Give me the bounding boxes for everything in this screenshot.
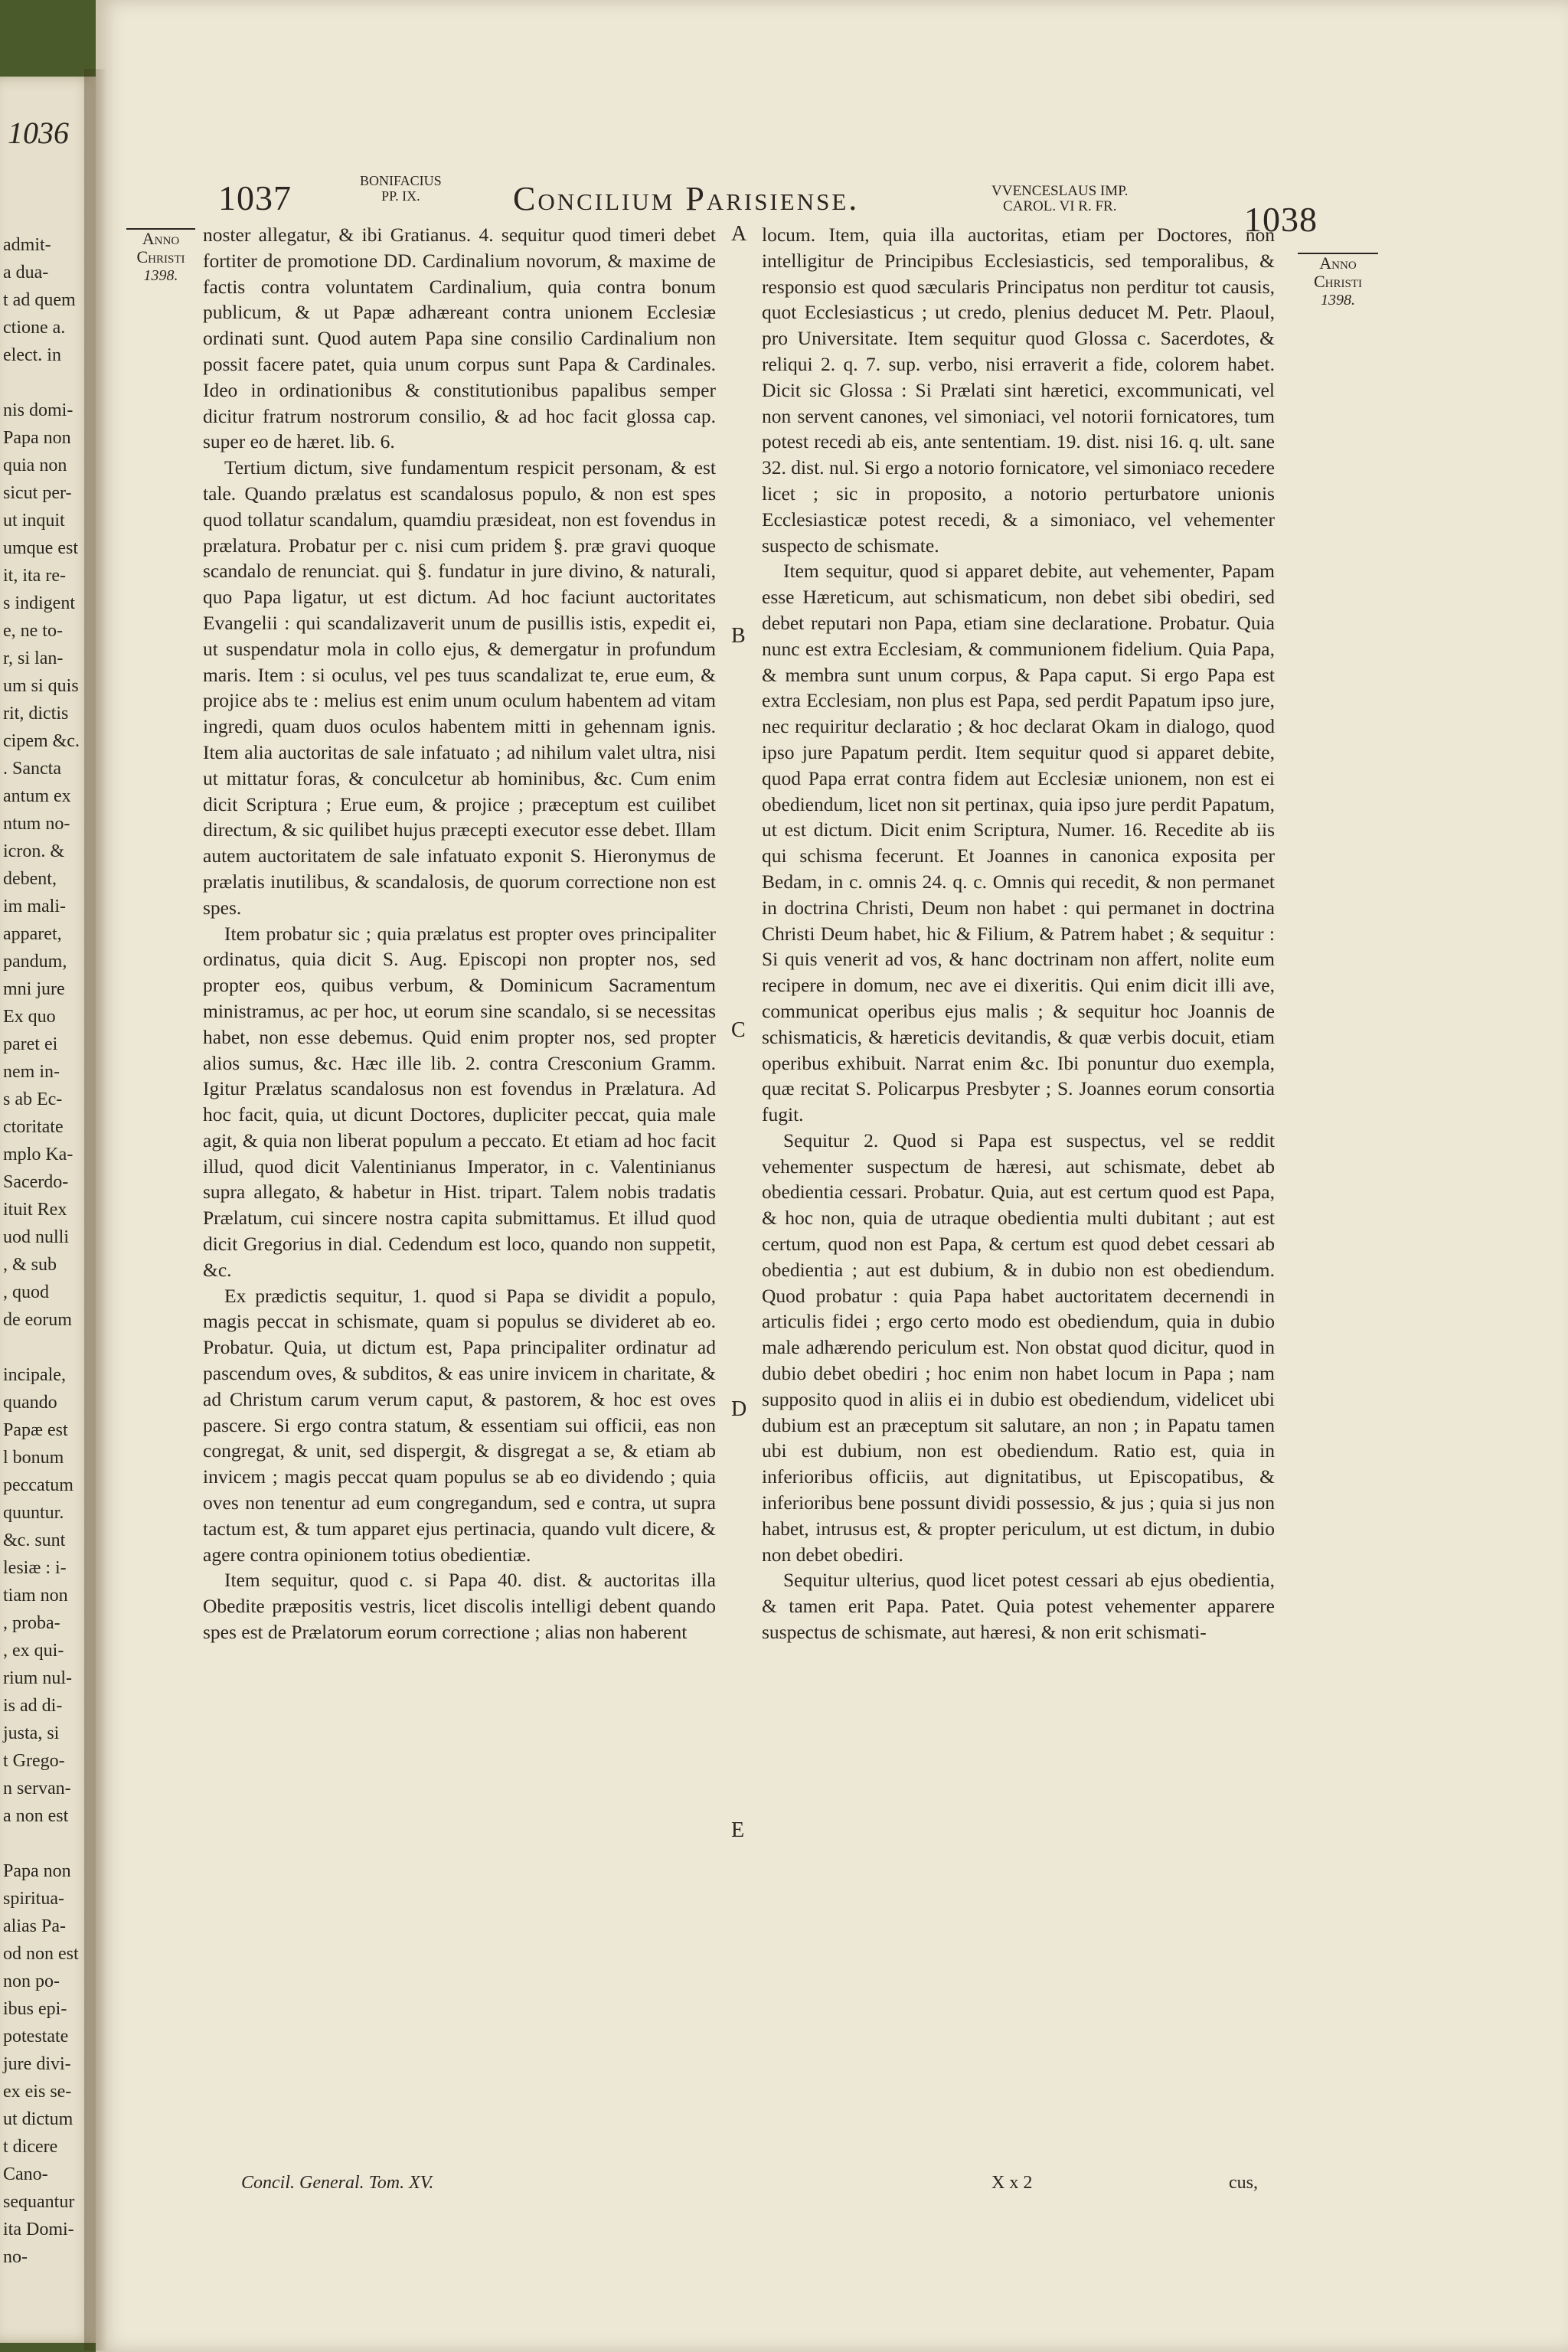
previous-page-line: e, ne to- [3, 621, 63, 641]
binding-shadow [84, 69, 107, 2350]
previous-page-line: ctoritate [3, 1117, 64, 1137]
previous-page-line: od non est [3, 1944, 79, 1964]
previous-page-line: n servan- [3, 1779, 71, 1798]
previous-page-line: lesiæ : i- [3, 1558, 67, 1578]
previous-page-line: , ex qui- [3, 1641, 64, 1661]
previous-page-line: non po- [3, 1971, 60, 1991]
previous-page-line: no- [3, 2247, 28, 2267]
previous-page-line: quando [3, 1393, 57, 1413]
previous-page-line: Papa non [3, 1861, 71, 1881]
previous-page-line: pandum, [3, 952, 67, 972]
previous-page-line: jure divi- [3, 2054, 71, 2074]
previous-page-line: Sacerdo- [3, 1172, 69, 1192]
previous-page-line: ntum no- [3, 814, 70, 834]
previous-page-line: icron. & [3, 841, 64, 861]
paragraph: noster allegatur, & ibi Gratianus. 4. sequitur quod timeri debet fortiter de promotione DD. Cardinalium novorum, & maxime de factis contra voluntatem Cardinalium, quia contra bonum publicum, & ut Papæ adhæreant contra unionem Ecclesiæ ordinati sunt. Quod autem Papa sine consilio Cardinalium non possit facere patet, quia unum corpus sunt Papa & Cardinales. Ideo in ordinationibus & constitutionibus papalibus semper dicitur fratrum nostrorum consilio, & ad hoc facit glossa cap. super eo de hæret. lib. 6. [203, 224, 716, 453]
previous-page-line: tiam non [3, 1586, 68, 1606]
paragraph: Tertium dictum, sive fundamentum respicit personam, & est tale. Quando prælatus est scandalosus populo, & non est spes quod tollatur scandalum, quamdiu præsideat, non est fovendus in prælatura. Probatur per c. nisi cum pridem §. præ gravi quoque scandalo de renunciat. qui §. fundatur in jure divino, & naturali, quo Papa ligatur, ut est dictum. Ad hoc faciunt auctoritates Evangelii : qui scandalizaverit unum de pusillis istis, expedit ei, ut suspendatur mola in collo ejus, & demergatur in profundum maris. Item : si oculus, vel pes tuus scandalizat te, erue eum, & projice abs te : melius est enim unum oculum habentem ad vitam ingredi, quam duos oculos habentem mitti in gehennam ignis. Item alia auctoritas de sale infatuato ; ad nihilum valet ultra, nisi ut mittatur foras, & conculcetur ab hominibus, &c. Cum enim dicit Scriptura ; Erue eum, & projice ; præceptum est cuilibet directum, & sic quilibet hujus præcepti executor esse debet. Illam autem auctoritatem de sale infatuato exponit S. Hieronymus de prælatis inutilibus, & scandalosis, de quorum correctione non est spes. [203, 456, 716, 919]
margin-marker-e: E [731, 1818, 745, 1842]
previous-page-line: de eorum [3, 1310, 72, 1330]
previous-page-line: &c. sunt [3, 1530, 66, 1550]
previous-page-line: r, si lan- [3, 648, 64, 668]
previous-page-line: paret ei [3, 1034, 58, 1054]
previous-page-line: nem in- [3, 1062, 60, 1082]
previous-page-line: nis domi- [3, 400, 74, 420]
previous-page-line: cipem &c. [3, 731, 80, 751]
anno-year: 1398. [1321, 292, 1355, 309]
page-number-right: 1038 [1244, 200, 1318, 239]
anno-christi-right [1298, 253, 1378, 309]
previous-page-line: it, ita re- [3, 566, 66, 586]
previous-page-line: elect. in [3, 345, 61, 365]
previous-page-line: . Sancta [3, 759, 61, 779]
previous-page-line: ut inquit [3, 511, 65, 531]
previous-page-line: Cano- [3, 2164, 48, 2184]
anno-label: Anno [1298, 253, 1378, 273]
previous-page-line: sequantur [3, 2192, 75, 2212]
previous-page-line: is ad di- [3, 1696, 63, 1716]
previous-page-line: spiritua- [3, 1889, 64, 1909]
anno-label: Anno [126, 228, 195, 248]
previous-page-line: justa, si [3, 1723, 60, 1743]
anno-christi-left [126, 228, 195, 285]
previous-page-line: t ad quem [3, 290, 76, 310]
previous-page-line: apparet, [3, 924, 62, 944]
previous-page-line: l bonum [3, 1448, 64, 1468]
right-heading-line1: VVENCESLAUS IMP. [991, 183, 1129, 199]
footer-volume: Concil. General. Tom. XV. [241, 2173, 434, 2193]
right-heading-line2: CAROL. VI R. FR. [1002, 198, 1117, 214]
right-heading [991, 184, 1128, 214]
previous-page-line: , proba- [3, 1613, 60, 1633]
paragraph: Item sequitur, quod si apparet debite, aut vehementer, Papam esse Hæreticum, aut schismaticum, non debet sibi obediri, sed debet reputari non Papa, etiam sine declaratione. Probatur. Quia nunc est extra Ecclesiam, & communionem fidelium. Quia Papa, & membra sunt unum corpus, & Papa caput. Si ergo Papa est extra Ecclesiam, non plus est Papa, sed perdit Papatum ipso jure, nec requiritur declaratio ; & hoc declarat Okam in dialogo, quod ipso jure Papatum perdit. Item sequitur quod si apparet debite, quod Papa errat contra fidem aut Ecclesiæ unionem, non est ei obediendum, licet non sit pertinax, quia ipso jure perdit Papatum, ut est dictum. Dicit enim Scriptura, Numer. 16. Recedite ab iis qui schisma fecerunt. Et Joannes in canonica exposita per Bedam, in c. omnis 24. q. c. Omnis qui recedit, & non permanet in doctrina Christi, Deum non habet : qui permanet in doctrina Christi Deum habet, hic & Filium, & Patrem habet ; & sequitur : Si quis venerit ad vos, & hanc doctrinam non affert, nolite eum recipere in domum, nec ave ei dixeritis. Qui enim dicit illi ave, communicat operibus ejus malis ; & sequitur hoc Joannis de schismaticis, & hæreticis devitandis, & quæ verbis docuit, etiam operibus exhibuit. Narrat enim &c. Ibi ponuntur duo exempla, quæ recitat S. Policarpus Presbyter ; S. Joannes eorum consortia fugit. [762, 560, 1275, 1126]
previous-page-line: quia non [3, 456, 67, 475]
previous-page-line: umque est [3, 538, 78, 558]
page-number-left: 1037 [218, 178, 292, 217]
paragraph: locum. Item, quia illa auctoritas, etiam per Doctores, non intelligitur de Principibus Ecclesiasticis, sed temporalibus, & responsio est quod sæcularis Principatus non perditur tot causis, quot Ecclesiasticus ; ut credo, plenius deducet M. Petr. Plaoul, pro Universitate. Item sequitur quod Glossa c. Sacerdotes, & reliqui 2. q. 7. sup. verbo, nisi erraverit a fide, colorem habet. Dicit sic Glossa : Si Prælati sint hæretici, excommunicati, vel non servent canones, vel simoniaci, vel notorii fornicatores, tum potest recedi ab eis, ante sententiam. 19. dist. nisi 16. q. ult. sane 32. dist. nul. Si ergo a notorio fornicatore, vel simoniaco recedere licet ; sic in proposito, a notorio perturbatore unionis Ecclesiasticæ potest recedi, & a simoniaco, vel vehementer suspecto de schismate. [762, 224, 1275, 557]
previous-page-line: mplo Ka- [3, 1145, 74, 1165]
previous-page-number: 1036 [8, 116, 69, 150]
previous-page-line: a non est [3, 1806, 69, 1826]
previous-page-line: ita Domi- [3, 2220, 74, 2239]
right-text-column [762, 222, 1275, 1645]
left-heading-line2: PP. IX. [381, 188, 420, 204]
left-text-column [203, 222, 716, 1645]
previous-page-line: uod nulli [3, 1227, 70, 1247]
footer-catchword: cus, [1229, 2173, 1258, 2193]
left-heading [360, 173, 442, 204]
christi-label: Christi [136, 247, 185, 266]
previous-page-line: peccatum [3, 1475, 74, 1495]
previous-page-line: ctione a. [3, 318, 66, 338]
previous-page-line: potestate [3, 2027, 69, 2047]
paragraph: Item sequitur, quod c. si Papa 40. dist. & auctoritas illa Obedite præpositis vestris, licet discolis intelligi debent quando spes est de Prælatorum eorum correctione ; alias non haberent [203, 1569, 716, 1644]
previous-page-line: ex eis se- [3, 2082, 72, 2102]
previous-page-line: ituit Rex [3, 1200, 67, 1220]
previous-page-line: alias Pa- [3, 1916, 66, 1936]
previous-page-line: s ab Ec- [3, 1089, 63, 1109]
previous-page-line: rit, dictis [3, 704, 69, 724]
margin-marker-d: D [731, 1397, 747, 1421]
previous-page-line: t dicere [3, 2137, 58, 2157]
page-title: Concilium Parisiense. [513, 180, 860, 217]
paragraph: Ex prædictis sequitur, 1. quod si Papa se dividit a populo, magis peccat in schismate, quam si populus se divideret ab eo. Probatur. Quia, ut dictum est, Papa principaliter ordinatur ad pascendum oves, & subditos, & eas unire invicem in charitate, & ad Christum carum verum caput, & pastorem, & hoc est oves pascere. Si ergo contra statum, & essentiam sui officii, eas non congregat, & unit, sed dispergit, & disgregat a se, & etiam ab invicem ; magis peccat quam populus se ab eo dividendo ; quia oves non tenentur ad eum congregandum, sed e contra, ut supra tactum est, & tum apparet ejus pertinacia, quando vult dicere, & agere contra opinionem totius obedientiæ. [203, 1284, 716, 1566]
paragraph: Item probatur sic ; quia prælatus est propter oves principaliter ordinatus, quia dicit S. Aug. Episcopi non propter nos, sed propter eos, quibus verbum, & Dominicum Sacramentum ministramus, ac per hoc, ut eorum sine scandalo, si se necessitas habet, non esse debemus. Quid enim propter nos, sed propter alios sumus, &c. Hæc ille lib. 2. contra Cresconium Gramm. Igitur Prælatus scandalosus non est fovendus in Prælatura. Ad hoc facit, quia, ut dicunt Doctores, dupliciter peccat, quia male agit, & quia non liberat populum a peccato. Et etiam ad hoc facit illud, quod dicit Valentinianus Imperator, in c. Valentinianus supra allegato, & habetur in Hist. tripart. Talem nobis tradatis Prælatum, cui sincere nostra capita submittamus. Et illud quod dicit Gregorius in dial. Cedendum est loco, quando non suppetit, &c. [203, 922, 716, 1281]
previous-page-line: admit- [3, 235, 51, 255]
anno-year: 1398. [143, 267, 178, 284]
previous-page-line: sicut per- [3, 483, 72, 503]
paragraph: Sequitur ulterius, quod licet potest cessari ab ejus obedientia, & tamen erit Papa. Patet. Quia potest vehementer apparere suspectus de schismate, aut hæresi, & non erit schismati- [762, 1569, 1275, 1644]
previous-page-line: rium nul- [3, 1668, 72, 1688]
document-page [96, 0, 1568, 2352]
previous-page-line: a dua- [3, 263, 49, 283]
previous-page-line: , & sub [3, 1255, 57, 1275]
previous-page-edge [0, 77, 96, 2343]
previous-page-line: s indigent [3, 593, 75, 613]
previous-page-line: ut dictum [3, 2109, 74, 2129]
previous-page-line: ibus epi- [3, 1999, 67, 2019]
previous-page-line: Papa non [3, 428, 71, 448]
paragraph: Sequitur 2. Quod si Papa est suspectus, vel se reddit vehementer suspectum de hæresi, aut schismate, debet ab obedientia cessari. Probatur. Quia, aut est certum quod est Papa, & hoc non, quia de utraque obedientia multi dubitant ; aut est certum, quod non est Papa, & certum est quod debet cessari ab obedientia ; aut est dubium, & in dubio non est obediendum. Quod probatur : quia Papa habet auctoritatem decernendi in articulis fidei ; ergo certo modo est obediendum, quia in dubio male adhærendo periculum est. Non obstat quod dicitur, quod in dubio debet obediri ; hoc enim non habet locum in Papa ; nam supposito quod in aliis ei in dubio est obediendum, videlicet ubi dubium est an præceptum sit salutare, an non ; in Papatu tamen ubi est dubium, non est obediendum. Ratio est, quia in inferioribus officiis, aut dignitatibus, ut Episcopatibus, & inferioribus bene possunt dividi possessio, & jus ; quia si jus non habet, intrusus est, & propter periculum, ut est dictum, in dubio non debet obediri. [762, 1129, 1275, 1566]
previous-page-line: quuntur. [3, 1503, 64, 1523]
previous-page-line: Ex quo [3, 1007, 56, 1027]
footer-signature: X x 2 [991, 2173, 1033, 2193]
left-heading-line1: BONIFACIUS [360, 173, 442, 188]
previous-page-line: t Grego- [3, 1751, 65, 1771]
previous-page-line: antum ex [3, 786, 71, 806]
christi-label: Christi [1313, 272, 1362, 291]
previous-page-line: Papæ est [3, 1420, 68, 1440]
margin-marker-a: A [731, 222, 747, 246]
margin-marker-c: C [731, 1018, 746, 1042]
previous-page-line: incipale, [3, 1365, 66, 1385]
previous-page-line: im mali- [3, 897, 66, 916]
previous-page-line: debent, [3, 869, 57, 889]
previous-page-line: um si quis [3, 676, 79, 696]
previous-page-line: , quod [3, 1282, 49, 1302]
margin-marker-b: B [731, 624, 746, 648]
previous-page-line: mni jure [3, 979, 65, 999]
